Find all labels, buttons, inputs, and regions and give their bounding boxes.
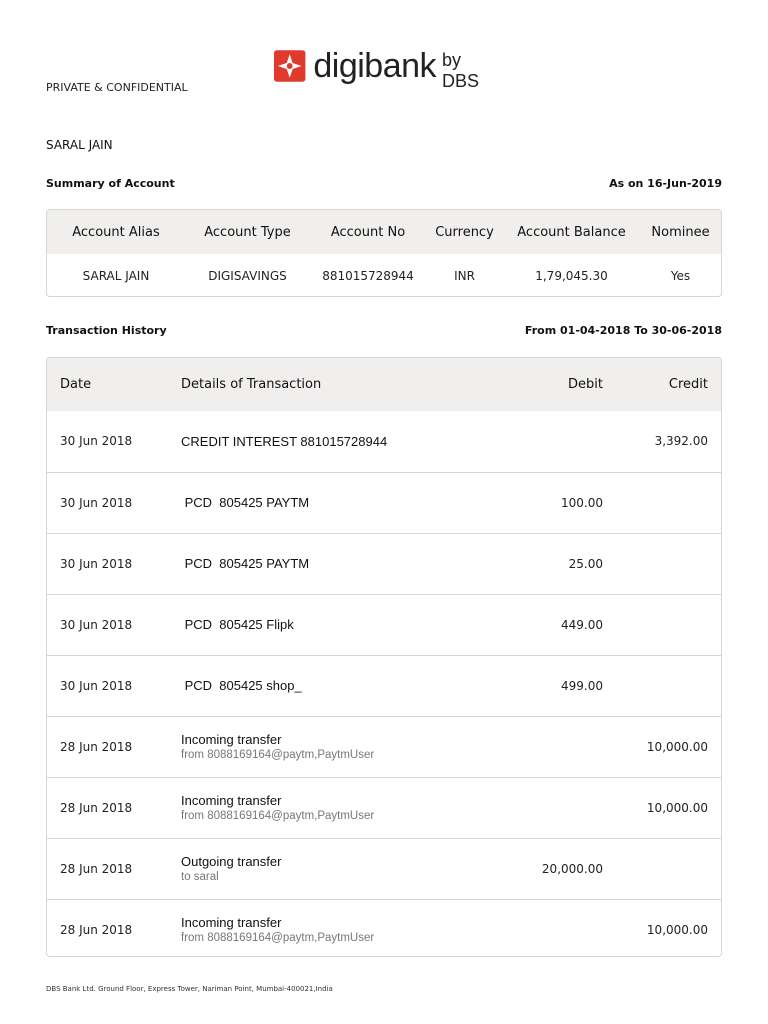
- txn-debit: [472, 899, 611, 957]
- txn-detail: CREDIT INTEREST 881015728944: [181, 433, 388, 449]
- col-nominee: Nominee: [651, 224, 710, 240]
- col-account-alias: Account Alias: [72, 224, 160, 240]
- table-row: [47, 533, 721, 594]
- txn-debit: 449.00: [561, 617, 603, 632]
- txn-credit: 10,000.00: [646, 739, 708, 754]
- table-row: [47, 777, 721, 838]
- txn-credit: [611, 533, 721, 594]
- summary-header-row: [47, 210, 721, 254]
- txn-credit: 10,000.00: [646, 922, 708, 937]
- txn-date: 30 Jun 2018: [60, 678, 133, 693]
- txn-credit: [611, 594, 721, 655]
- txn-date: 28 Jun 2018: [60, 922, 133, 937]
- txn-detail: Incoming transfer: [181, 732, 282, 747]
- txn-debit: 25.00: [568, 556, 603, 571]
- txn-detail: PCD 805425 PAYTM: [181, 556, 310, 571]
- col-debit: Debit: [568, 377, 603, 392]
- col-date: Date: [60, 377, 92, 392]
- col-currency: Currency: [435, 224, 494, 240]
- summary-title: Summary of Account: [46, 177, 175, 190]
- col-account-type: Account Type: [204, 224, 291, 240]
- txn-debit: [472, 411, 611, 472]
- history-title: Transaction History: [46, 324, 167, 337]
- account-type: DIGISAVINGS: [208, 269, 287, 283]
- txn-detail: PCD 805425 shop_: [181, 678, 302, 693]
- summary-as-on: As on 16-Jun-2019: [609, 177, 722, 190]
- txn-date: 30 Jun 2018: [60, 495, 133, 510]
- nominee: Yes: [670, 269, 691, 283]
- txn-detail: PCD 805425 Flipk: [181, 617, 294, 632]
- table-row: [47, 411, 721, 472]
- txn-credit: [611, 838, 721, 899]
- txn-debit: 100.00: [561, 495, 603, 510]
- account-no: 881015728944: [322, 269, 414, 283]
- txn-credit: [611, 655, 721, 716]
- currency: INR: [454, 269, 475, 283]
- history-period: From 01-04-2018 To 30-06-2018: [524, 324, 722, 337]
- txn-detail: Incoming transfer: [181, 915, 282, 931]
- txn-date: 28 Jun 2018: [60, 800, 133, 815]
- txn-debit: [472, 716, 611, 777]
- dbs-logo-icon: [272, 48, 307, 84]
- txn-detail: PCD 805425 PAYTM: [181, 495, 310, 510]
- txn-date: 30 Jun 2018: [60, 617, 133, 632]
- col-details: Details of Transaction: [181, 377, 322, 392]
- txn-debit: 20,000.00: [541, 861, 603, 876]
- table-row: [47, 838, 721, 899]
- confidential-label: PRIVATE & CONFIDENTIAL: [46, 81, 188, 94]
- brand-suffix: by DBS: [442, 50, 480, 91]
- txn-date: 28 Jun 2018: [60, 739, 133, 754]
- table-row: [47, 594, 721, 655]
- account-summary-table: [46, 209, 722, 297]
- txn-credit: 10,000.00: [646, 800, 708, 815]
- table-row: [47, 899, 721, 957]
- customer-name: SARAL JAIN: [46, 138, 113, 152]
- txn-detail: Outgoing transfer: [181, 854, 282, 869]
- txn-detail-sub: to saral: [181, 871, 219, 883]
- table-row: [47, 716, 721, 777]
- txn-date: 30 Jun 2018: [60, 434, 133, 449]
- txn-detail-sub: from 8088169164@paytm,PaytmUser: [181, 932, 375, 945]
- txn-debit: 499.00: [561, 678, 603, 693]
- table-row: [47, 655, 721, 716]
- txn-detail: Incoming transfer: [181, 793, 282, 808]
- table-row: [47, 472, 721, 533]
- account-balance: 1,79,045.30: [535, 269, 608, 283]
- summary-row: [47, 254, 721, 297]
- txn-credit: 3,392.00: [654, 434, 708, 449]
- txn-detail-sub: from 8088169164@paytm,PaytmUser: [181, 810, 375, 822]
- transaction-table: [46, 357, 722, 957]
- transaction-header-row: [47, 358, 721, 411]
- col-credit: Credit: [668, 377, 708, 392]
- account-alias: SARAL JAIN: [82, 269, 150, 283]
- txn-debit: [472, 777, 611, 838]
- txn-credit: [611, 472, 721, 533]
- txn-date: 28 Jun 2018: [60, 861, 133, 876]
- col-account-no: Account No: [330, 224, 406, 240]
- brand-name: digibank: [313, 46, 437, 85]
- txn-detail-sub: from 8088169164@paytm,PaytmUser: [181, 749, 375, 761]
- txn-date: 30 Jun 2018: [60, 556, 133, 571]
- digibank-logo: [272, 44, 502, 91]
- col-account-balance: Account Balance: [517, 224, 626, 240]
- bank-address-footer: DBS Bank Ltd. Ground Floor, Express Tower, Nariman Point, Mumbai-400021,India: [46, 985, 333, 993]
